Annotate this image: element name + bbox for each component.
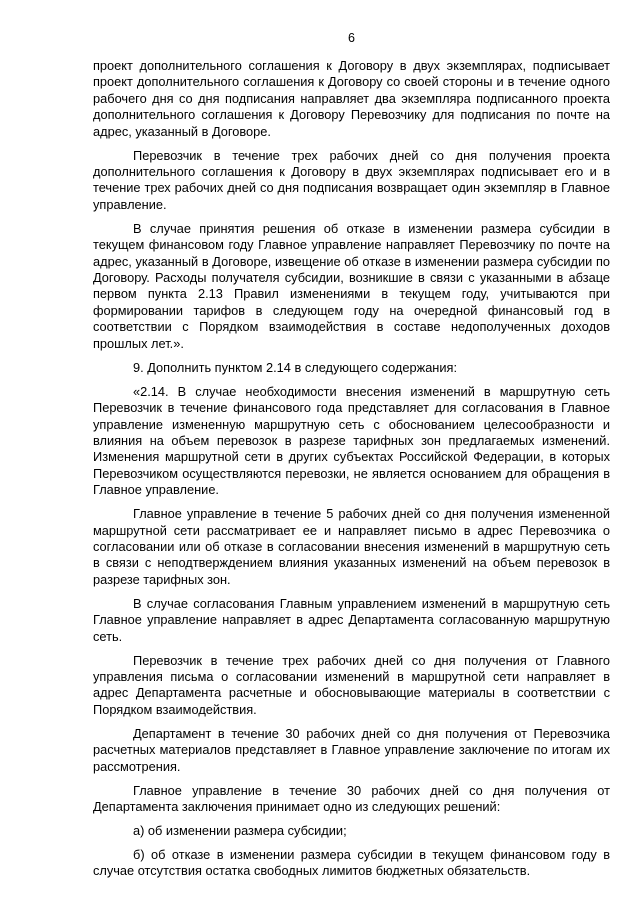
paragraph-2: Перевозчик в течение трех рабочих дней со дня получения проекта дополнительного соглашения к Договору в двух экземплярах подписывает его и в течение трех рабочих дней со дня подписания возвращает один экземпляр в Главное управление. — [93, 147, 610, 212]
paragraph-10: Главное управление в течение 30 рабочих дней со дня получения от Департамента заключения принимает одно из следующих решений: — [93, 782, 610, 814]
paragraph-12: б) об отказе в изменении размера субсидии в текущем финансовом году в случае отсутствия остатка свободных лимитов бюджетных обязательств. — [93, 847, 610, 879]
paragraph-11: а) об изменении размера субсидии; — [133, 823, 347, 838]
paragraph-5: «2.14. В случае необходимости внесения изменений в маршрутную сеть Перевозчик в течение финансового года представляет для согласования в Главное управление измененную маршрутную сеть с обоснованием целесообразности и влияния на объем перевозок в разрезе тарифных зон предлагаемых изменений. Изменения маршрутной сети в других субъектах Российской Федерации, в которых Перевозчиком осуществляются перевозки, не является основанием для обращения в Главное управление. — [93, 383, 610, 498]
paragraph-9: Департамент в течение 30 рабочих дней со дня получения от Перевозчика расчетных материалов представляет в Главное управление заключение по итогам их рассмотрения. — [93, 725, 610, 774]
paragraph-4: 9. Дополнить пунктом 2.14 в следующего содержания: — [133, 359, 458, 375]
paragraph-6: Главное управление в течение 5 рабочих дней со дня получения измененной маршрутной сети рассматривает ее и направляет письмо в адрес Перевозчика о согласовании или об отказе в согласовании внесения изменений в маршрутную сеть в связи с неподтверждением влияния указанных изменений на объем перевозок в разрезе тарифных зон. — [93, 506, 610, 587]
page-number: 6 — [348, 31, 355, 45]
paragraph-8: Перевозчик в течение трех рабочих дней со дня получения от Главного управления письма о согласовании изменений в маршрутной сети направляет в адрес Департамента расчетные и обосновывающие материалы в соответствии с Порядком взаимодействия. — [93, 652, 610, 717]
paragraph-7: В случае согласования Главным управлением изменений в маршрутную сеть Главное управление направляет в адрес Департамента согласованную маршрутную сеть. — [93, 595, 610, 644]
paragraph-1: проект дополнительного соглашения к Договору в двух экземплярах, подписывает проект дополнительного соглашения к Договору со своей стороны и в течение одного рабочего дня со дня подписания направляет два экземпляра подписанного проекта дополнительного соглашения к Договору Перевозчику для подписания по почте на адрес, указанный в Договоре. — [93, 58, 610, 139]
paragraph-3: В случае принятия решения об отказе в изменении размера субсидии в текущем финансовом году Главное управление направляет Перевозчику по почте на адрес, указанный в Договоре, извещение об отказе в изменении размера субсидии по Договору. Расходы получателя субсидии, возникшие в связи с указанными в абзаце первом пункта 2.13 Правил изменениями в текущем году, учитываются при формировании тарифов в следующем году на очередной финансовый год в соответствии с Порядком взаимодействия в составе недополученных доходов прошлых лет.». — [93, 220, 610, 351]
